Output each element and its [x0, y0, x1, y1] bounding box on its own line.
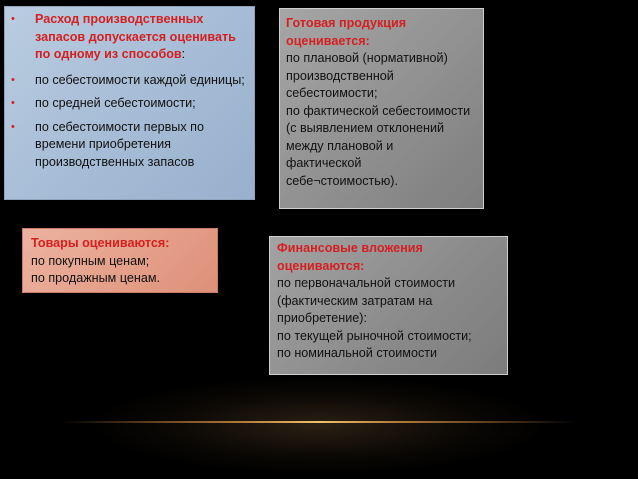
text-line: по плановой (нормативной) [286, 51, 448, 65]
materials-heading-colon: : [181, 47, 186, 61]
text-line: по номинальной стоимости [277, 346, 438, 360]
method-text: по себестоимости первых по времени приобретения производственных запасов [35, 119, 204, 169]
text-line: по продажным ценам. [31, 271, 161, 285]
text-line: (с выявлением отклонений [286, 121, 445, 135]
materials-heading: Расход производственных запасов допускается оценивать по одному из способов [35, 12, 236, 61]
bullet-icon: • [11, 120, 15, 133]
goods-heading: Товары оцениваются: [31, 236, 170, 250]
list-item [11, 72, 246, 90]
materials-valuation-box [4, 6, 255, 200]
text-line: по покупным ценам; [31, 253, 150, 268]
background-glow [0, 360, 638, 479]
bullet-icon: • [11, 13, 15, 25]
text-line: по первоначальной стоимости [277, 276, 456, 290]
bullet-icon: • [11, 73, 15, 86]
decorative-divider [60, 421, 578, 423]
finished-goods-box [279, 8, 484, 209]
text-line: себестоимости; [286, 86, 378, 100]
text-line: между плановой и [286, 138, 394, 153]
text-line: (фактическим затратам на [277, 293, 433, 308]
text-line: приобретение): [277, 311, 367, 325]
investments-box [269, 236, 508, 375]
text-line: производственной [286, 68, 394, 83]
text-line: по фактической себестоимости [286, 103, 471, 118]
list-item [11, 95, 246, 113]
list-item [11, 119, 246, 172]
bullet-icon: • [11, 97, 15, 109]
investments-heading: Финансовые вложения оцениваются: [277, 241, 423, 273]
finished-goods-heading: Готовая продукция оценивается: [286, 16, 407, 48]
method-text: по средней себестоимости; [35, 96, 196, 110]
goods-box [22, 228, 218, 293]
text-line: себе¬стоимостью). [286, 173, 398, 188]
method-text: по себестоимости каждой единицы; [35, 72, 245, 87]
text-line: фактической [286, 156, 362, 170]
text-line: по текущей рыночной стоимости; [277, 328, 472, 343]
materials-methods-list [11, 11, 246, 171]
materials-heading-item [11, 11, 246, 64]
